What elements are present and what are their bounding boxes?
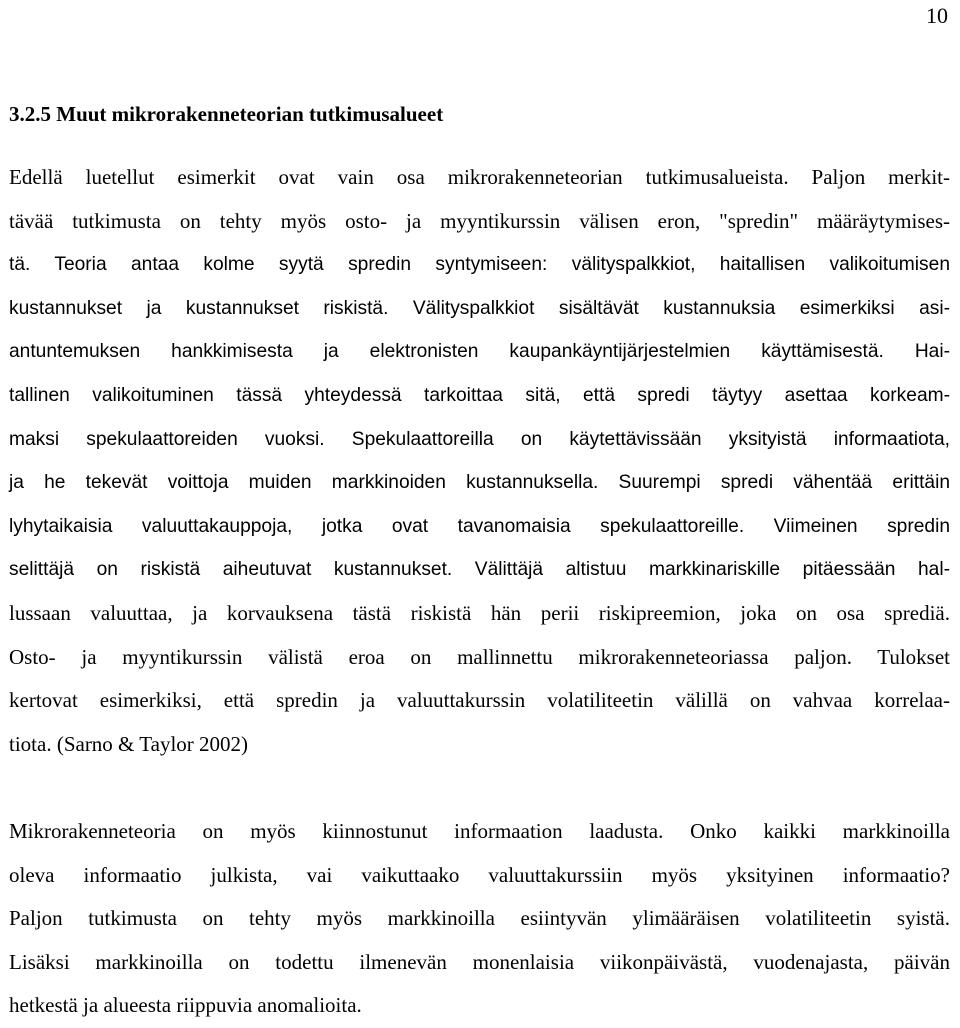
text-line: oleva informaatio julkista, vai vaikuttaako valuuttakurssiin myös yksityinen informaatio? (9, 862, 950, 887)
text-line: Paljon tutkimusta on tehty myös markkinoilla esiintyvän ylimääräisen volatiliteetin syistä. (9, 906, 950, 931)
text-line: Lisäksi markkinoilla on todettu ilmenevän monenlaisia viikonpäivästä, vuodenajasta, päivän (9, 949, 950, 974)
text-line: kertovat esimerkiksi, että spredin ja valuuttakurssin volatiliteetin välillä on vahvaa korrelaa- (9, 688, 950, 713)
text-line: ja he tekevät voittoja muiden markkinoiden kustannuksella. Suurempi spredi vähentää erittäin (9, 472, 950, 494)
page-number: 10 (926, 3, 948, 28)
text-line: kustannukset ja kustannukset riskistä. Välityspalkkiot sisältävät kustannuksia esimerkiksi asi- (9, 297, 950, 319)
text-line: tallinen valikoituminen tässä yhteydessä tarkoittaa sitä, että spredi täytyy asettaa korkeam- (9, 384, 950, 406)
text-line: selittäjä on riskistä aiheutuvat kustannukset. Välittäjä altistuu markkinariskille pitäessään hal- (9, 559, 950, 581)
text-line: tävää tutkimusta on tehty myös osto- ja myyntikurssin välisen eron, "spredin" määräytymises- (9, 208, 950, 233)
text-line: tä. Teoria antaa kolme syytä spredin syntymiseen: välityspalkkiot, haitallisen valikoitumisen (9, 254, 950, 276)
text-line: hetkestä ja alueesta riippuvia anomalioita. (9, 993, 362, 1018)
text-line: Osto- ja myyntikurssin välistä eroa on mallinnettu mikrorakenneteoriassa paljon. Tulokset (9, 644, 950, 669)
paragraph-spread (9, 156, 950, 766)
text-line: Edellä luetellut esimerkit ovat vain osa mikrorakenneteorian tutkimusalueista. Paljon merkit- (9, 165, 950, 189)
text-line: lussaan valuuttaa, ja korvauksena tästä riskistä hän perii riskipreemion, joka on osa sprediä. (9, 600, 950, 625)
text-line: lyhytaikaisia valuuttakauppoja, jotka ovat tavanomaisia spekulaattoreille. Viimeinen spredin (9, 515, 950, 537)
paragraph-information (9, 810, 950, 1028)
text-line: maksi spekulaattoreiden vuoksi. Spekulaattoreilla on käytettävissään yksityistä informaatiota, (9, 428, 950, 450)
text-line: tiota. (Sarno & Taylor 2002) (9, 731, 249, 756)
section-heading: 3.2.5 Muut mikrorakenneteorian tutkimusalueet (9, 102, 444, 126)
text-line: antuntemuksen hankkimisesta ja elektronisten kaupankäyntijärjestelmien käyttämisestä. Hai- (9, 341, 950, 363)
text-line: Mikrorakenneteoria on myös kiinnostunut informaation laadusta. Onko kaikki markkinoilla (9, 819, 950, 843)
